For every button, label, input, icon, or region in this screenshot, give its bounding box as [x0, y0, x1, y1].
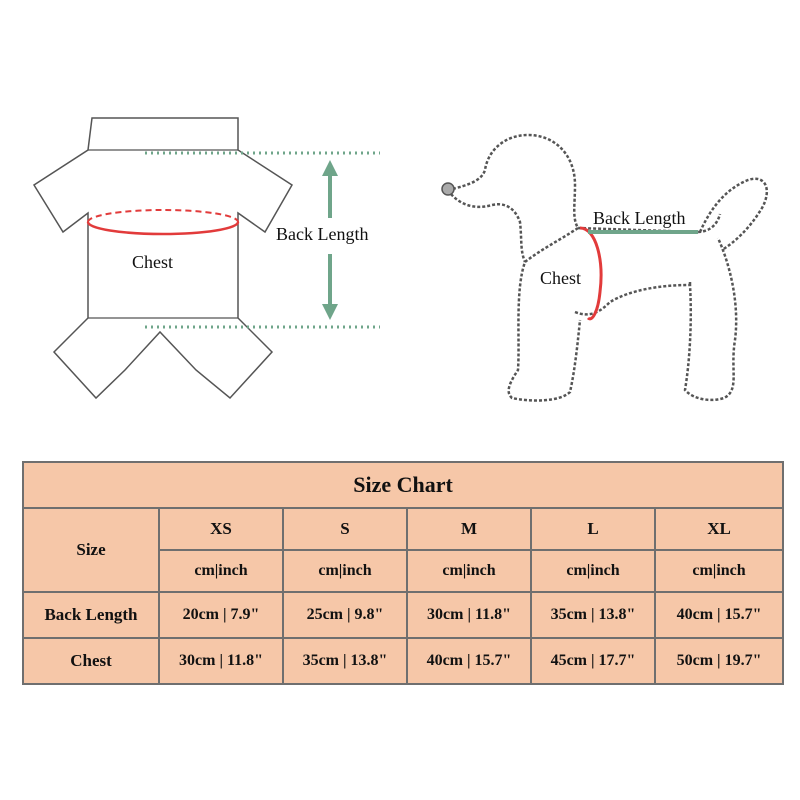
shirt-chest-label: Chest: [132, 252, 174, 272]
size-s-header: S: [283, 508, 407, 550]
shirt-illustration: [34, 118, 380, 398]
unit-label: cm|inch: [655, 550, 783, 592]
row-label-chest: Chest: [23, 638, 159, 684]
dog-nose: [442, 183, 454, 195]
dog-chest-line: [580, 228, 601, 319]
size-header: Size: [23, 508, 159, 592]
row-label-back-length: Back Length: [23, 592, 159, 638]
table-cell: 20cm | 7.9": [159, 592, 283, 638]
dog-tail: [700, 179, 767, 250]
table-cell: 30cm | 11.8": [159, 638, 283, 684]
table-cell: 35cm | 13.8": [283, 638, 407, 684]
table-cell: 40cm | 15.7": [407, 638, 531, 684]
size-xl-header: XL: [655, 508, 783, 550]
unit-label: cm|inch: [407, 550, 531, 592]
dog-chest-label: Chest: [540, 268, 582, 288]
size-l-header: L: [531, 508, 655, 550]
table-cell: 50cm | 19.7": [655, 638, 783, 684]
unit-label: cm|inch: [531, 550, 655, 592]
size-xs-header: XS: [159, 508, 283, 550]
table-row-chest: [23, 638, 783, 684]
table-cell: 25cm | 9.8": [283, 592, 407, 638]
table-cell: 45cm | 17.7": [531, 638, 655, 684]
size-chart-title: Size Chart: [23, 462, 783, 508]
dog-outline: [448, 135, 736, 400]
table-row-back-length: [23, 592, 783, 638]
table-cell: 35cm | 13.8": [531, 592, 655, 638]
unit-label: cm|inch: [283, 550, 407, 592]
table-cell: 40cm | 15.7": [655, 592, 783, 638]
size-chart-table: [22, 461, 784, 685]
dog-back-length-label: Back Length: [593, 208, 686, 228]
shirt-back-length-label: Back Length: [276, 224, 369, 244]
size-m-header: M: [407, 508, 531, 550]
table-cell: 30cm | 11.8": [407, 592, 531, 638]
unit-label: cm|inch: [159, 550, 283, 592]
dog-head: [448, 190, 525, 262]
dog-illustration: [442, 135, 767, 400]
